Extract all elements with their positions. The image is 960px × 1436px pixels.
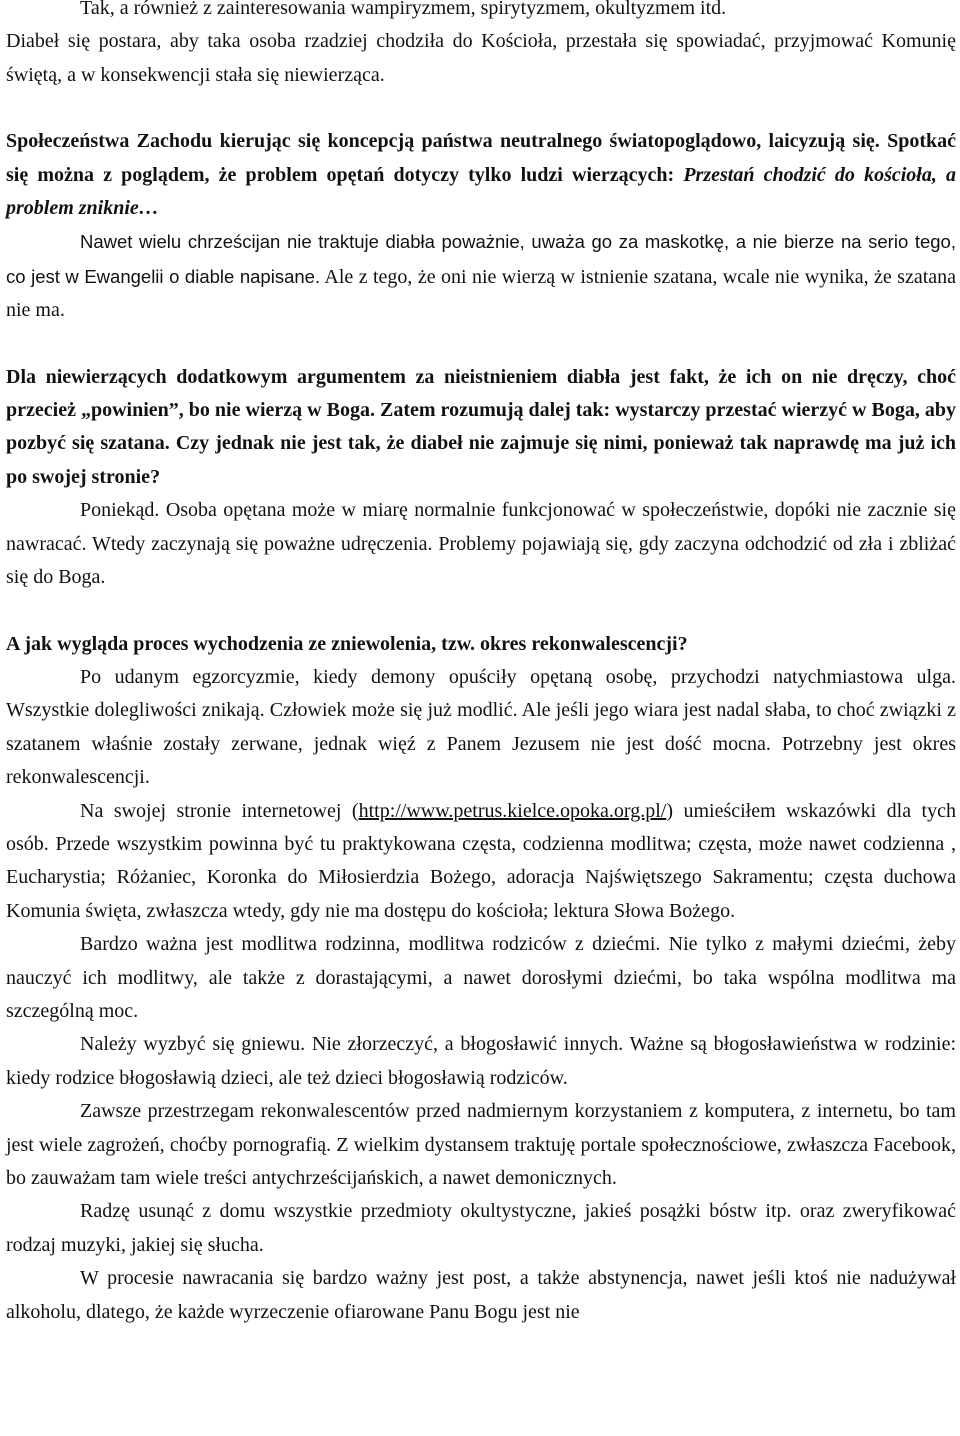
paragraph-occult-interests — [6, 0, 956, 92]
paragraph-internet-warning: Zawsze przestrzegam rekonwalescentów przed nadmiernym korzystaniem z komputera, z internetu, bo tam jest wiele zagrożeń, choćby pornografią. Z wielkim dystansem traktuję portale społecznościowe, zwłaszcza Facebook, bo zauważam tam wiele treści antychrześcijańskich, a nawet demonicznych. — [6, 1100, 956, 1189]
paragraph-occult-interests-line1: Tak, a również z zainteresowania wampiryzmem, spirytyzmem, okultyzmem itd. — [80, 0, 727, 19]
paragraph-fasting: W procesie nawracania się bardzo ważny jest post, a także abstynencja, nawet jeśli ktoś nie nadużywał alkoholu, dlatego, że każde wyrzeczenie ofiarowane Panu Bogu jest nie — [6, 1267, 956, 1323]
paragraph-western-societies — [6, 125, 956, 225]
paragraph-anger-blessing: Należy wyzbyć się gniewu. Nie złorzeczyć, a błogosławić innych. Ważne są błogosławieństwa w rodzinie: kiedy rodzice błogosławią dzieci, ale też dzieci błogosławią rodziców. — [6, 1033, 956, 1089]
website-tips-before: Na swojej stronie internetowej ( — [80, 799, 359, 822]
paragraph-website-tips — [6, 795, 956, 929]
website-tips-after: ) umieściłem wskazówki dla tych osób. Przede wszystkim powinna być tu praktykowana częsta, codzienna modlitwa; częsta, może nawet codzienna , Eucharystia; Różaniec, Koronka do Miłosierdzia Bożego, adoracja Najświętszego Sakramentu; częsta duchowa Komunia święta, zwłaszcza wtedy, gdy nie ma dostępu do kościoła; lektura Słowa Bożego. — [6, 799, 956, 922]
petrus-website-link[interactable]: http://www.petrus.kielce.opoka.org.pl/ — [358, 799, 667, 822]
paragraph-family-prayer: Bardzo ważna jest modlitwa rodzinna, modlitwa rodziców z dziećmi. Nie tylko z małymi dziećmi, żeby nauczyć ich modlitwy, ale także z dorastającymi, a nawet dorosłymi dziećmi, bo taka wspólna modlitwa ma szczególną moc. — [6, 933, 956, 1022]
western-societies-quote: Przestań chodzić do kościoła, a problem zniknie… — [6, 163, 956, 220]
paragraph-occult-interests-rest: Diabeł się postara, aby taka osoba rzadziej chodziła do Kościoła, przestała się spowiadać, przyjmować Komunię świętą, a w konsekwencji stała się niewierząca. — [6, 30, 956, 86]
christians-mascot-serif-text: Ale z tego, że oni nie wierzą w istnienie szatana, wcale nie wynika, że szatana nie ma. — [6, 265, 957, 322]
paragraph-nonbelievers-argument: Dla niewierzących dodatkowym argumentem za nieistnieniem diabła jest fakt, że ich on nie dręczy, choć przecież „powinien”, bo nie wierzą w Boga. Zatem rozumują dalej tak: wystarczy przestać wierzyć w Boga, aby pozbyć się szatana. Czy jednak nie jest tak, że diabeł nie zajmuje się nimi, ponieważ tak naprawdę ma już ich po swojej stronie? — [6, 365, 956, 488]
paragraph-remove-occult-items: Radzę usunąć z domu wszystkie przedmioty okultystyczne, jakieś posążki bóstw itp. oraz zweryfikować rodzaj muzyki, jakiej się słucha. — [6, 1200, 956, 1256]
western-societies-bold-text: Społeczeństwa Zachodu kierując się koncepcją państwa neutralnego światopoglądowo, laicyzują się. Spotkać się można z poglądem, że problem opętań dotyczy tylko ludzi wierzących: — [6, 130, 956, 186]
paragraph-christians-mascot — [6, 225, 956, 327]
christians-mascot-sans-text: Nawet wielu chrześcijan nie traktuje diabła poważnie, uważa go za maskotkę, a nie bierze na serio tego, co jest w Ewangelii o diable napisane. — [6, 231, 956, 287]
section-heading-recovery: A jak wygląda proces wychodzenia ze zniewolenia, tzw. okres rekonwalescencji? — [6, 632, 688, 655]
paragraph-after-exorcism: Po udanym egzorcyzmie, kiedy demony opuściły opętaną osobę, przychodzi natychmiastowa ulga. Wszystkie dolegliwości znikają. Człowiek może się już modlić. Ale jeśli jego wiara jest nadal słaba, to choć związki z szatanem właśnie zostały zerwane, jednak więź z Panem Jezusem nie jest dość mocna. Potrzebny jest okres rekonwalescencji. — [6, 665, 956, 789]
document-page — [6, 0, 956, 1329]
paragraph-partially: Poniekąd. Osoba opętana może w miarę normalnie funkcjonować w społeczeństwie, dopóki nie zacznie się nawracać. Wtedy zaczynają się poważne udręczenia. Problemy pojawiają się, gdy zaczyna odchodzić od zła i zbliżać się do Boga. — [6, 499, 956, 589]
